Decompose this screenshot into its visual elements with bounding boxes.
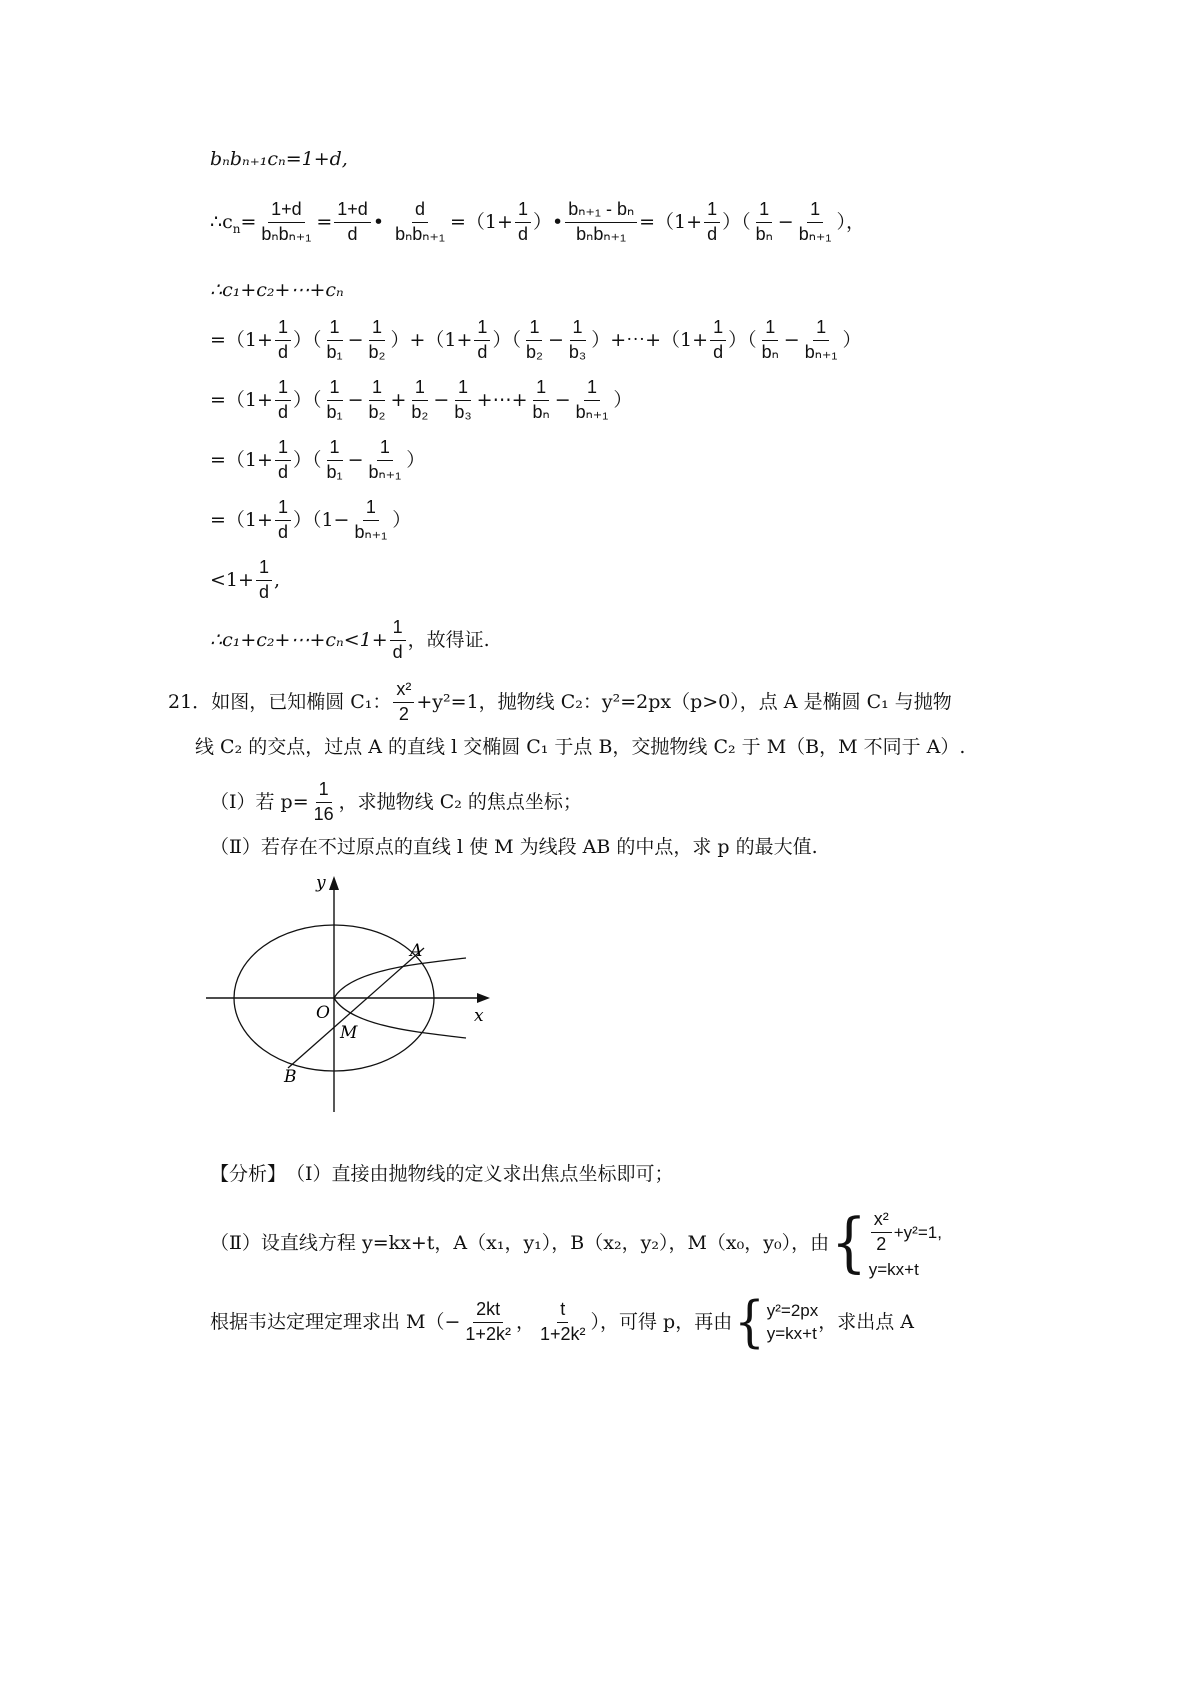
- operator: ）: [842, 328, 862, 351]
- fraction: [334, 200, 371, 245]
- denominator: bₙ: [755, 223, 773, 244]
- operator: −: [777, 210, 794, 233]
- eq-line-3: [210, 281, 344, 300]
- analysis-label: 【分析】: [210, 1163, 287, 1185]
- operator: ）（: [728, 328, 757, 351]
- operator: +: [390, 388, 407, 411]
- fraction: [871, 1210, 892, 1255]
- operator: ）: [613, 388, 633, 411]
- numerator: t: [557, 1300, 568, 1323]
- label-point-b: B: [284, 1067, 297, 1087]
- fraction: [474, 318, 490, 363]
- operator: ,: [273, 568, 280, 591]
- fraction: [365, 318, 388, 363]
- eq-line-2: [210, 200, 865, 245]
- numerator: 1: [369, 378, 385, 401]
- numerator: 1+d: [268, 200, 305, 223]
- denominator: bₙ₊₁: [354, 521, 388, 542]
- analysis-text: ），可得 p，再由: [590, 1310, 733, 1333]
- denominator: d: [347, 223, 358, 244]
- denominator: bₙ₊₁: [575, 401, 609, 422]
- numerator: bₙ₊₁ - bₙ: [565, 200, 637, 223]
- problem-text: （Ⅱ）若存在不过原点的直线 l 使 M 为线段 AB 的中点，求 p 的最大值.: [210, 836, 818, 858]
- system-row-text: y=kx+t: [766, 1324, 817, 1343]
- operator: +⋯+: [476, 388, 528, 411]
- denominator: d: [707, 223, 718, 244]
- analysis-line-3: [210, 1289, 915, 1355]
- numerator: 1: [570, 318, 586, 341]
- fraction: [323, 438, 345, 483]
- eq-line-6: [210, 438, 425, 483]
- numerator: 1: [275, 318, 291, 341]
- denominator: b₁: [326, 461, 343, 482]
- fraction: [802, 318, 841, 363]
- denominator: bₙ: [761, 341, 779, 362]
- fraction: [566, 318, 589, 363]
- fraction: [462, 1300, 514, 1345]
- numerator: 1: [275, 378, 291, 401]
- denominator: bₙ₊₁: [368, 461, 402, 482]
- denominator: d: [392, 641, 403, 662]
- eq-line-1: [210, 150, 348, 169]
- fraction: [393, 680, 414, 725]
- denominator: b₂: [411, 401, 429, 422]
- system-row-text: y²=2px: [766, 1301, 819, 1320]
- operator: ）（1−: [292, 508, 350, 531]
- operator: ）+（1+: [390, 328, 473, 351]
- label-point-m: M: [340, 1023, 358, 1043]
- operator: ）: [406, 448, 426, 471]
- eq-line-4: [210, 318, 862, 363]
- numerator: 1: [390, 618, 406, 641]
- analysis-text: （Ⅰ）直接由抛物线的定义求出焦点坐标即可；: [286, 1163, 674, 1185]
- operator: −: [433, 388, 450, 411]
- operator: ）（: [492, 328, 521, 351]
- operator: =（1+: [210, 448, 273, 471]
- denominator: d: [258, 581, 269, 602]
- numerator: 1: [256, 558, 272, 581]
- fraction: [275, 318, 291, 363]
- equation-system-1: [831, 1205, 942, 1281]
- fraction: [573, 378, 612, 423]
- fraction: [323, 318, 345, 363]
- numerator: 1: [455, 378, 471, 401]
- denominator: bₙbₙ₊₁: [395, 223, 446, 244]
- operator: ）: [392, 508, 412, 531]
- operator: ）（: [722, 210, 751, 233]
- eq-line-5: [210, 378, 632, 423]
- eq-text: ∴c₁+c₂+⋯+cₙ: [210, 279, 344, 301]
- problem-text: ，求抛物线 C₂ 的焦点坐标；: [338, 790, 582, 813]
- eq-text: ，故得证.: [407, 628, 490, 651]
- analysis-text: ，求出点 A: [818, 1310, 915, 1333]
- numerator: 1: [813, 318, 829, 341]
- x-axis-arrowhead: [477, 993, 490, 1003]
- denominator: b₃: [568, 341, 587, 362]
- numerator: 1: [756, 200, 772, 223]
- denominator: d: [713, 341, 724, 362]
- numerator: x²: [871, 1210, 892, 1233]
- fraction: [311, 780, 337, 825]
- system-row: [869, 1210, 942, 1255]
- denominator: b₁: [326, 401, 343, 422]
- operator: =（1+: [210, 328, 273, 351]
- operator: ）+⋯+（1+: [591, 328, 709, 351]
- problem-21-line-2: [195, 738, 965, 757]
- denominator: b₂: [368, 341, 386, 362]
- fraction: [710, 318, 726, 363]
- numerator: 1: [327, 378, 343, 401]
- numerator: 1: [369, 318, 385, 341]
- operator: =（1+: [210, 388, 273, 411]
- numerator: 1+d: [334, 200, 371, 223]
- numerator: 1: [584, 378, 600, 401]
- denominator: 1+2k²: [465, 1323, 511, 1344]
- operator: =（1+: [639, 210, 703, 233]
- numerator: 1: [327, 438, 343, 461]
- therefore-cn: $\therefore c_n=$: [210, 210, 257, 236]
- denominator: 2: [876, 1233, 887, 1254]
- denominator: d: [277, 521, 288, 542]
- analysis-text: ，: [515, 1310, 535, 1333]
- operator: ）•: [532, 210, 564, 233]
- eq-line-9: [210, 618, 490, 663]
- numerator: 1: [533, 378, 549, 401]
- system-rows: [869, 1210, 942, 1278]
- operator: −: [554, 388, 571, 411]
- operator: =（1+: [210, 508, 273, 531]
- numerator: 1: [762, 318, 778, 341]
- system-row-text: y=kx+t: [868, 1259, 919, 1279]
- operator: −: [783, 328, 800, 351]
- numerator: 1: [704, 200, 720, 223]
- denominator: bₙbₙ₊₁: [261, 223, 312, 244]
- brace: {: [831, 1205, 867, 1281]
- problem-text: 如图，已知椭圆 C₁：: [211, 690, 392, 713]
- fraction: [704, 200, 720, 245]
- fraction: [565, 200, 637, 245]
- fraction: [365, 378, 388, 423]
- parabola-upper-branch: [334, 958, 466, 998]
- denominator: bₙ₊₁: [804, 341, 838, 362]
- operator: =（1+: [450, 210, 513, 233]
- eq-text: bₙbₙ₊₁cₙ=1+d,: [210, 148, 348, 170]
- denominator: 16: [313, 803, 334, 824]
- denominator: b₂: [525, 341, 543, 362]
- operator: ）（: [292, 388, 322, 411]
- operator: ）（: [292, 448, 322, 471]
- fraction: [515, 200, 531, 245]
- numerator: 1: [474, 318, 490, 341]
- analysis-text: （Ⅱ）设直线方程 y=kx+t，A（x₁，y₁），B（x₂，y₂），M（x₀，y₀），由: [210, 1232, 830, 1255]
- fraction: [275, 438, 291, 483]
- problem-text: +y²=1，抛物线 C₂：y²=2px（p>0），点 A 是椭圆 C₁ 与抛物: [416, 690, 952, 713]
- fraction: [451, 378, 474, 423]
- denominator: bₙ: [532, 401, 550, 422]
- fraction: [523, 318, 546, 363]
- denominator: d: [517, 223, 528, 244]
- operator: −: [347, 328, 364, 351]
- system-rows: [767, 1302, 819, 1342]
- eq-text: ∴c₁+c₂+⋯+cₙ<1+: [210, 628, 388, 651]
- eq-line-7: [210, 498, 411, 543]
- label-origin: O: [316, 1003, 330, 1023]
- eq-text: <1+: [210, 568, 254, 591]
- numerator: 1: [710, 318, 726, 341]
- label-point-a: A: [410, 941, 423, 961]
- equation-system-2: [734, 1289, 819, 1355]
- brace: {: [734, 1289, 765, 1355]
- fraction: [408, 378, 431, 423]
- fraction: [365, 438, 404, 483]
- numerator: 1: [526, 318, 542, 341]
- problem-number: 21．: [168, 690, 212, 713]
- problem-21-part-1: [210, 780, 582, 825]
- problem-text: （Ⅰ）若 p=: [210, 790, 309, 813]
- numerator: 1: [316, 780, 332, 803]
- problem-text: 线 C₂ 的交点，过点 A 的直线 l 交椭圆 C₁ 于点 B，交抛物线 C₂ 于 M（B，M 不同于 A）.: [195, 736, 966, 758]
- problem-21-line-1: [168, 680, 952, 725]
- operator: =: [316, 210, 333, 233]
- denominator: d: [277, 461, 288, 482]
- label-y: y: [316, 873, 326, 893]
- denominator: b₁: [326, 341, 343, 362]
- numerator: 1: [377, 438, 393, 461]
- operator: ）（: [292, 328, 322, 351]
- fraction: [759, 318, 782, 363]
- fraction: [537, 1300, 589, 1345]
- fraction: [256, 558, 272, 603]
- fraction: [390, 618, 406, 663]
- conic-figure: [198, 866, 518, 1126]
- system-row-text: +y²=1,: [893, 1222, 942, 1242]
- numerator: 1: [275, 438, 291, 461]
- numerator: 1: [515, 200, 531, 223]
- numerator: 1: [327, 318, 343, 341]
- problem-21-part-2: [210, 838, 818, 857]
- fraction: [392, 200, 448, 245]
- denominator: d: [277, 401, 288, 422]
- numerator: 2kt: [473, 1300, 503, 1323]
- fraction: [258, 200, 314, 245]
- operator: −: [347, 448, 364, 471]
- operator: −: [347, 388, 364, 411]
- denominator: d: [277, 341, 288, 362]
- numerator: 1: [363, 498, 379, 521]
- numerator: x²: [393, 680, 414, 703]
- fraction: [753, 200, 776, 245]
- denominator: 1+2k²: [539, 1323, 586, 1344]
- numerator: 1: [412, 378, 428, 401]
- fraction: [275, 498, 291, 543]
- analysis-text: 根据韦达定理定理求出 M（−: [210, 1310, 461, 1333]
- operator: •: [372, 210, 391, 233]
- numerator: 1: [275, 498, 291, 521]
- denominator: b₃: [454, 401, 472, 422]
- eq-line-8: [210, 558, 280, 603]
- numerator: d: [412, 200, 428, 223]
- denominator: bₙbₙ₊₁: [576, 223, 627, 244]
- fraction: [323, 378, 345, 423]
- numerator: 1: [807, 200, 823, 223]
- y-axis-arrowhead: [329, 876, 339, 890]
- denominator: d: [477, 341, 488, 362]
- denominator: bₙ₊₁: [798, 223, 832, 244]
- fraction: [796, 200, 835, 245]
- analysis-line-2: [210, 1205, 942, 1281]
- denominator: 2: [398, 703, 409, 724]
- analysis-line-1: [210, 1165, 674, 1184]
- operator: −: [547, 328, 564, 351]
- fraction: [275, 378, 291, 423]
- label-x: x: [474, 1006, 484, 1026]
- fraction: [351, 498, 390, 543]
- operator: ），: [836, 210, 865, 233]
- denominator: b₂: [368, 401, 386, 422]
- fraction: [530, 378, 553, 423]
